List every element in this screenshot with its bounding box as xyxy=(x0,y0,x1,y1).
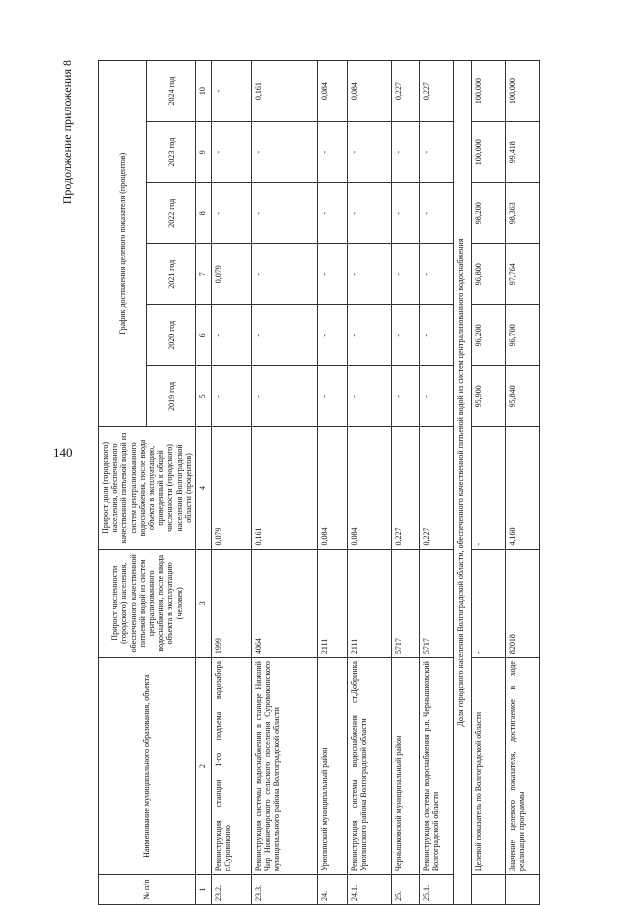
row-year-value: - xyxy=(391,183,419,244)
row-year-value: - xyxy=(347,244,391,305)
index-cell: 4 xyxy=(195,427,211,549)
row-year-value: - xyxy=(317,122,347,183)
year-2021: 2021 год xyxy=(147,244,195,305)
row-year-value: - xyxy=(251,305,317,366)
row-year-value: 100,000 xyxy=(505,61,539,122)
section-title: Доля городского населения Волгоградской области, обеспеченного качественной питьевой водой из систем централизованного водоснабжения xyxy=(453,61,471,905)
row-year-value: - xyxy=(317,183,347,244)
table-row xyxy=(211,61,251,905)
row-name: Реконструкция системы водоснабжения ст.Добринка Урюпинского района Волгоградской области xyxy=(347,658,391,875)
row-name: Реконструкция системы водоснабжения в станице Нижний Чир Нижнечирского сельского поселения Суровикинского муниципального района Волгоградской области xyxy=(251,658,317,875)
row-year-value: - xyxy=(391,305,419,366)
row-year-value: - xyxy=(419,183,453,244)
index-cell: 7 xyxy=(195,244,211,305)
row-year-value: 96,800 xyxy=(471,244,505,305)
index-cell: 8 xyxy=(195,183,211,244)
row-year-value: - xyxy=(211,305,251,366)
header-schedule: График достижения целевого показателя (процентов) xyxy=(99,61,147,427)
row-people: - xyxy=(471,549,505,658)
row-year-value: - xyxy=(347,305,391,366)
row-people: 4064 xyxy=(251,549,317,658)
row-people: 1999 xyxy=(211,549,251,658)
row-people: 82018 xyxy=(505,549,539,658)
row-year-value: 95,840 xyxy=(505,366,539,427)
row-number: 23.3. xyxy=(251,875,317,905)
row-year-value: 97,764 xyxy=(505,244,539,305)
row-year-value: 0,227 xyxy=(391,61,419,122)
row-year-value: - xyxy=(419,244,453,305)
row-name: Реконструкция системы водоснабжения р.п. Чернышковский Волгоградской области xyxy=(419,658,453,875)
row-people: 2111 xyxy=(347,549,391,658)
row-year-value: 100,000 xyxy=(471,122,505,183)
row-share: 4,160 xyxy=(505,427,539,549)
row-year-value: - xyxy=(211,122,251,183)
row-year-value: - xyxy=(419,366,453,427)
row-year-value: 100,000 xyxy=(471,61,505,122)
row-year-value: - xyxy=(251,244,317,305)
year-2023: 2023 год xyxy=(147,122,195,183)
target-indicator-table xyxy=(98,60,540,905)
header-share: Прирост доли (городского) населения, обеспеченного качественной питьевой водой из систем централизованного водоснабжения, после ввода объекта в эксплуатацию, приведенный к общей численности (городского) населения Волгоградской области (процентов) xyxy=(99,427,196,549)
row-year-value: 0,084 xyxy=(347,61,391,122)
continuation-label: Продолжение приложения 8 xyxy=(60,60,74,205)
row-year-value: 95,900 xyxy=(471,366,505,427)
row-year-value: - xyxy=(251,366,317,427)
row-year-value: - xyxy=(347,122,391,183)
row-year-value: 98,363 xyxy=(505,183,539,244)
row-year-value: - xyxy=(251,183,317,244)
row-year-value: - xyxy=(317,305,347,366)
year-2024: 2024 год xyxy=(147,61,195,122)
row-people: 5717 xyxy=(391,549,419,658)
row-year-value: - xyxy=(391,366,419,427)
table-row xyxy=(419,61,453,905)
row-year-value: - xyxy=(251,122,317,183)
index-cell: 5 xyxy=(195,366,211,427)
row-year-value: - xyxy=(211,61,251,122)
row-number xyxy=(505,875,539,905)
row-year-value: - xyxy=(347,183,391,244)
section-row xyxy=(453,61,471,905)
table-row xyxy=(317,61,347,905)
index-cell: 2 xyxy=(195,658,211,875)
year-2020: 2020 год xyxy=(147,305,195,366)
row-year-value: 96,700 xyxy=(505,305,539,366)
achieved-row xyxy=(505,61,539,905)
row-year-value: 0,161 xyxy=(251,61,317,122)
row-name: Урюпинский муниципальный район xyxy=(317,658,347,875)
header-number: № п/п xyxy=(99,875,196,905)
row-share: 0,084 xyxy=(317,427,347,549)
row-year-value: - xyxy=(317,366,347,427)
row-share: 0,161 xyxy=(251,427,317,549)
index-cell: 1 xyxy=(195,875,211,905)
row-number: 24.1. xyxy=(347,875,391,905)
row-people: 5717 xyxy=(419,549,453,658)
row-year-value: 99,418 xyxy=(505,122,539,183)
year-2022: 2022 год xyxy=(147,183,195,244)
row-year-value: 0,084 xyxy=(317,61,347,122)
row-year-value: - xyxy=(419,305,453,366)
row-name: Целевой показатель по Волгоградской области xyxy=(471,658,505,875)
row-year-value: 0,079 xyxy=(211,244,251,305)
row-share: 0,084 xyxy=(347,427,391,549)
row-share: 0,227 xyxy=(419,427,453,549)
row-number: 25.1. xyxy=(419,875,453,905)
row-share: 0,079 xyxy=(211,427,251,549)
row-year-value: 0,227 xyxy=(419,61,453,122)
table-row xyxy=(391,61,419,905)
target-row xyxy=(471,61,505,905)
header-row xyxy=(99,61,147,905)
header-name: Наименование муниципального образования, объекта xyxy=(99,658,196,875)
row-share: - xyxy=(471,427,505,549)
row-name: Реконструкция станции 1-го подъема водозабора г.Суровикино xyxy=(211,658,251,875)
column-index-row xyxy=(195,61,211,905)
page-number: 140 xyxy=(53,445,73,460)
index-cell: 3 xyxy=(195,549,211,658)
table-row xyxy=(347,61,391,905)
row-year-value: - xyxy=(391,122,419,183)
row-name: Чернышковский муниципальный район xyxy=(391,658,419,875)
table-row xyxy=(251,61,317,905)
row-number: 23.2. xyxy=(211,875,251,905)
row-people: 2111 xyxy=(317,549,347,658)
row-share: 0,227 xyxy=(391,427,419,549)
row-year-value: - xyxy=(211,183,251,244)
row-year-value: 96,200 xyxy=(471,305,505,366)
index-cell: 9 xyxy=(195,122,211,183)
row-year-value: - xyxy=(419,122,453,183)
row-name: Значение целевого показателя, достигаемое в ходе реализации программы xyxy=(505,658,539,875)
index-cell: 10 xyxy=(195,61,211,122)
row-year-value: - xyxy=(211,366,251,427)
index-cell: 6 xyxy=(195,305,211,366)
row-number xyxy=(471,875,505,905)
header-people: Прирост численности (городского) населения, обеспеченного качественной питьевой водой из систем централизованного водоснабжения, после ввода объекта в эксплуатацию (человек) xyxy=(99,549,196,658)
row-year-value: - xyxy=(347,366,391,427)
year-2019: 2019 год xyxy=(147,366,195,427)
row-number: 25. xyxy=(391,875,419,905)
row-year-value: 98,200 xyxy=(471,183,505,244)
row-number: 24. xyxy=(317,875,347,905)
row-year-value: - xyxy=(317,244,347,305)
row-year-value: - xyxy=(391,244,419,305)
